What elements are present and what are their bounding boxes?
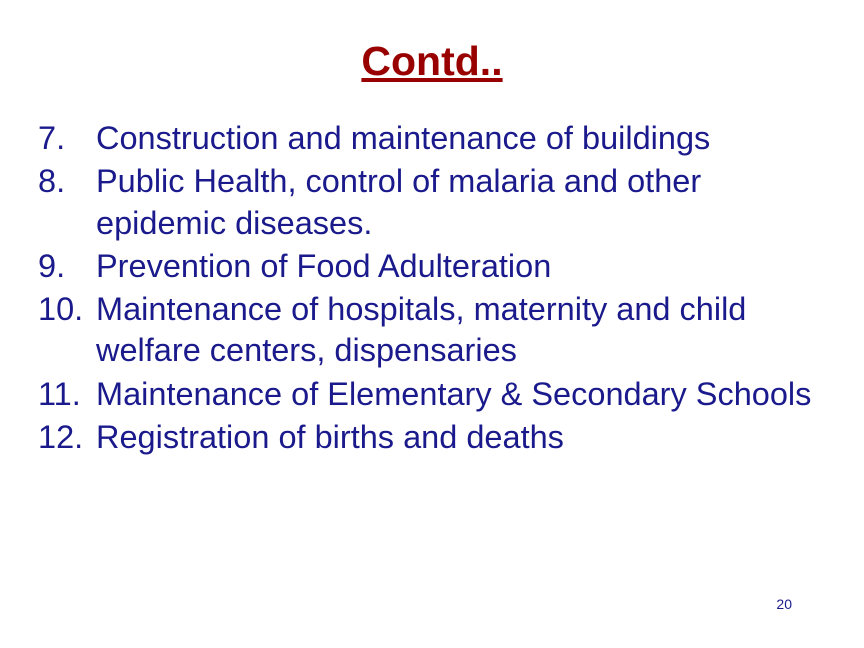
list-item-number: 11. (38, 375, 81, 412)
list-item-text: Prevention of Food Adulteration (96, 247, 552, 284)
list-item-number: 12. (38, 418, 84, 455)
list-item-text: Registration of births and deaths (96, 418, 564, 455)
list-item-number: 8. (38, 163, 66, 200)
list-item (30, 118, 840, 159)
list-item-text: Construction and maintenance of buildings (96, 120, 711, 156)
list-item-number: 10. (38, 291, 84, 328)
list-item-text: Maintenance of hospitals, maternity and child welfare centers, dispensaries (96, 291, 747, 369)
list-item (30, 161, 840, 244)
list-item-text: Public Health, control of malaria and other epidemic diseases. (96, 163, 702, 241)
list-item (30, 417, 840, 458)
list-item-text: Maintenance of Elementary & Secondary Schools (96, 375, 812, 412)
page-number: 20 (776, 596, 792, 612)
slide-body (30, 118, 840, 460)
list-item-number: 9. (38, 247, 66, 284)
page-title: Contd.. (361, 38, 503, 84)
list-item (30, 246, 840, 287)
numbered-list (30, 118, 840, 458)
list-item (30, 289, 840, 372)
list-item (30, 374, 840, 415)
list-item-number: 7. (38, 120, 66, 156)
